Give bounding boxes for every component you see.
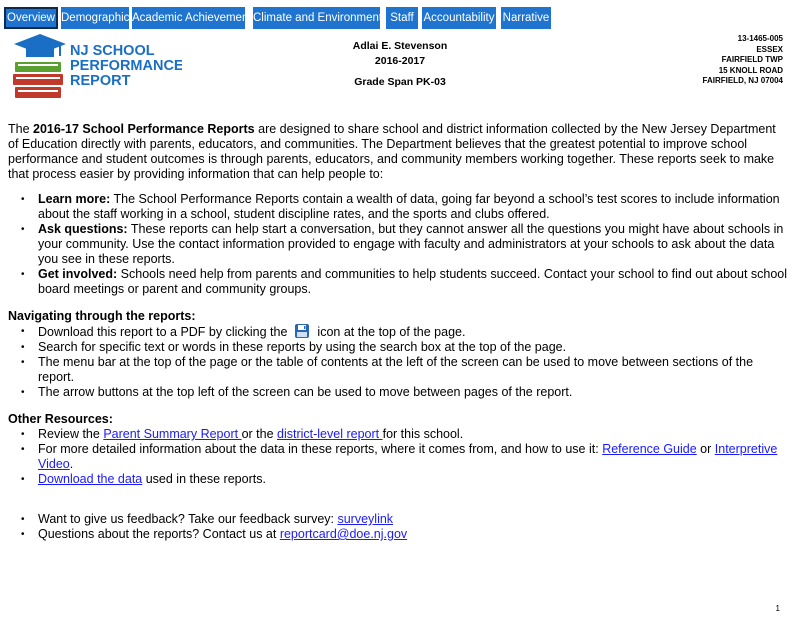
navigating-heading: Navigating through the reports:	[8, 309, 196, 323]
list-item: • Download the data used in these reports.	[38, 472, 788, 487]
pdf-download-icon[interactable]	[295, 324, 309, 338]
school-code: 13-1465-005	[737, 34, 783, 43]
other-resources-heading: Other Resources:	[8, 412, 113, 426]
list-item: • Get involved: Schools need help from parents and communities to help students succeed. Contact your school to find out about school board meetings or parent and community groups.	[38, 267, 788, 297]
tab-climate-and-environment[interactable]: Climate and Environment	[253, 7, 380, 29]
purpose-list	[8, 192, 788, 297]
grade-span: Grade Span PK-03	[354, 76, 446, 88]
interpretive-video-link[interactable]: Interpretive Video	[38, 442, 778, 471]
list-item: • Review the Parent Summary Report or the district-level report for this school.	[38, 427, 788, 442]
county: ESSEX	[756, 44, 783, 54]
city-state-zip: FAIRFIELD, NJ 07004	[702, 76, 783, 85]
other-resources-section	[8, 412, 788, 487]
feedback-section	[8, 512, 788, 542]
navigating-section	[8, 309, 788, 400]
list-item: • For more detailed information about the data in these reports, where it comes from, and how to use it: Reference Guide or Interpretive Video.	[38, 442, 788, 472]
svg-text:NJ SCHOOL: NJ SCHOOL	[70, 43, 155, 59]
download-data-link[interactable]: Download the data	[38, 472, 143, 486]
page-number: 1	[775, 604, 780, 613]
tab-narrative[interactable]: Narrative	[501, 7, 551, 29]
parent-summary-report-link[interactable]: Parent Summary Report	[103, 427, 242, 441]
list-item: • Questions about the reports? Contact us at reportcard@doe.nj.gov	[38, 527, 788, 542]
street-address: 15 KNOLL ROAD	[718, 65, 783, 75]
nj-school-performance-report-logo	[12, 32, 182, 114]
list-item: • The arrow buttons at the top left of the screen can be used to move between pages of the report.	[38, 385, 788, 400]
school-year: 2016-2017	[374, 55, 426, 67]
school-name: Adlai E. Stevenson	[352, 40, 448, 52]
tab-staff[interactable]: Staff	[386, 7, 418, 29]
list-item: • The menu bar at the top of the page or the table of contents at the left of the screen can be used to move between sections of the report.	[38, 355, 788, 385]
tab-overview[interactable]: Overview	[4, 7, 58, 29]
list-item: • Ask questions: These reports can help start a conversation, but they cannot answer all the questions you might have about schools in your community. Use the contact information provided to engage with faculty and administrators at your schools to ask about the data you see in these reports.	[38, 222, 788, 267]
tab-academic-achievement[interactable]: Academic Achievement	[132, 7, 245, 29]
svg-text:REPORT: REPORT	[70, 73, 131, 89]
contact-email-link[interactable]: reportcard@doe.nj.gov	[279, 527, 408, 541]
district-level-report-link[interactable]: district-level report	[277, 427, 383, 441]
reference-guide-link[interactable]: Reference Guide	[602, 442, 697, 456]
tab-demographic[interactable]: Demographic	[61, 7, 129, 29]
list-item: • Learn more: The School Performance Reports contain a wealth of data, going far beyond a school’s test scores to include information about the staff working in a school, student discipline rates, and the sports and clubs offered.	[38, 192, 788, 222]
list-item: • Search for specific text or words in these reports by using the search box at the top of the page.	[38, 340, 788, 355]
intro-paragraph: The 2016-17 School Performance Reports are designed to share school and district information collected by the New Jersey Department of Education directly with parents, educators, and communities. The Department believes that the greatest potential to improve school performance and student outcomes is through parents, educators, and community members working together. These reports seek to make that process easier by providing information that can help people to:	[8, 122, 776, 181]
svg-text:PERFORMANCE: PERFORMANCE	[70, 58, 182, 74]
list-item: • Want to give us feedback? Take our feedback survey: surveylink	[38, 512, 788, 527]
main-content	[8, 122, 788, 542]
survey-link[interactable]: surveylink	[337, 512, 394, 526]
district: FAIRFIELD TWP	[721, 55, 783, 64]
list-item: • Download this report to a PDF by clicking the icon at the top of the page.	[38, 324, 788, 340]
school-address-block	[703, 34, 783, 87]
tab-accountability[interactable]: Accountability	[422, 7, 496, 29]
